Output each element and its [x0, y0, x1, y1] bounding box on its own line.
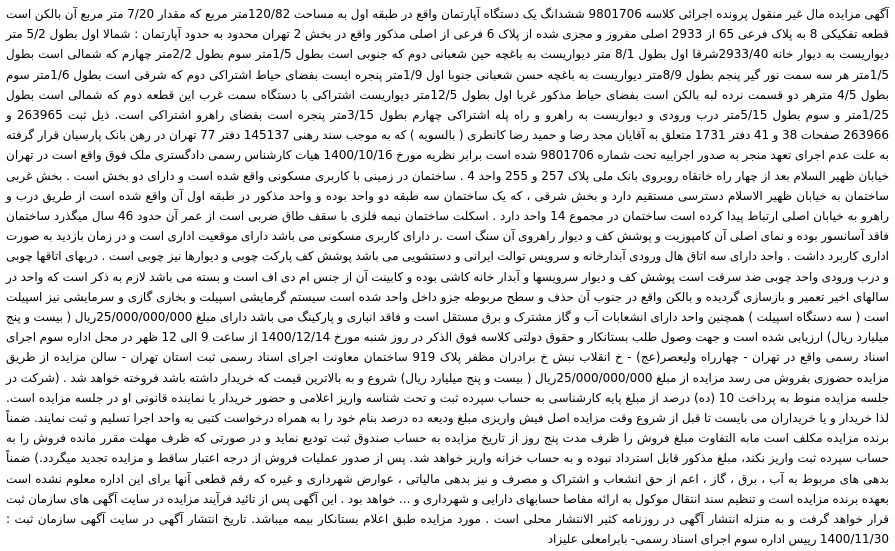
- auction-notice-text: آگهی مزایده مال غیر منقول پرونده اجرائی کلاسه 9801706 ششدانگ یک دستگاه آپارتمان واقع در طبقه اول به مساحت 120/82متر مربع که مقدار 7/20 متر مربع آن بالکن است قطعه تفکیکی 8 به پلاک فرعی 65 از 2933 اصلی مفروز و مجزی شده از پلاک 6 فرعی از اصلی مذکور واقع در بخش 2 تهران محدود به حدود آپارتمان : شمالا اول بطول 5/2 متر دیواریست به دیوار خانه 2933/40شرقا اول بطول 8/1 متر دیواریست به باغچه حین شعبانی دوم که جنوبی است بطول 1/5متر سوم بطول 2/2متر چهارم که شمالی است بطول 1/5متر هر سه سمت نور گیر پنجم بطول 8/9متر دیواریست به باغچه حسن شعبانی جنوبا اول 1/9متر پنجره ایست بفضای حیاط اشتراکی دوم که شرقی است بطول 1/6متر سوم بطول 4/5 مترهر دو قسمت نرده لبه بالکن است بفضای حیاط مذکور غربا اول بطول 12/5متر دیواریست اشتراکی با دستگاه سمت غرب این قطعه دوم که شمالی است بطول 1/25متر و سوم بطول 5/15متر درب ورودی و دیواریست به راهرو و راه پله اشتراکی چهارم بطول 3/15متر پنجره است بفضای راهرو اشتراکی است. ذیل ثبت 263965 و 263966 صفحات 38 و 41 دفتر 1731 متعلق به آقایان مجد رضا و حمید رضا کانطری ( بالسویه ) که به موجب سند رهنی 145137 دفتر 77 تهران در رهن بانک پارسیان قرار گرفته به علت عدم اجرای تعهد منجر به صدور اجراییه تحت شماره 9801706 شده است برابر نظریه مورخ 1400/10/16 هیات کارشناس رسمی دادگستری ملک فوق واقع است در تهران خیابان ظهیر السلام بعد از چهار راه خانقاه روبروی بانک ملی پلاک 257 و 255 واحد 4 . ساختمان در زمینی با کاربری مسکونی واقع شده است و دارای دو بخش است . بخش غربی ساختمان به خیابان ظهیر الاسلام دسترسی مستقیم دارد و بخش شرقی ، که یک ساختمان سه طبقه دو واحد بوده و واحد مذکور در طبقه اول آن واقع شده است از طریق درب و راهرو به خیابان اصلی ارتباط پیدا کرده است ساختمان در مجموع 14 واحد دارد . اسکلت ساختمان نیمه فلزی با سقف طاق ضربی است از عمر آن حدود 46 سال میگذرد ساختمان فاقد آسانسور بوده و نمای اصلی آن کامپوزیت و پوشش کف و دیوار راهروی آن سنگ است .ر دارای کاربری مسکونی می باشد دارای موقعیت اداری است و در زمان بازدید به صورت اداری کاربرد داشت . واحد دارای سه اتاق هال ورودی آبدارخانه و سرویس توالت ایرانی و دستشویی می باشد پوشش کف پارکت چوبی و دیوارها نیز چوبی است . دربهای اتاقها چوبی و درب ورودی واحد چوبی ضد سرقت است پوشش کف و دیوار سرویسها و آبدار خانه کاشی بوده و کابینت آن از جنس ام دی اف است و بسته می باشد لازم به ذکر است که واحد در سالهای اخیر تعمیر و بازسازی گردیده و بالکن واقع در جنوب آن حذف و سطح مربوطه جزو داخل واحد شده است سیستم گرمایشی اسپیلت و بخاری گازی و سرمایشی نیز اسپیلت است ( سه دستگاه اسپیلت ) همچنین واحد دارای انشعابات آب و گاز مشترک و برق مستقل است و فاقد انباری و پارکینگ می باشد دارای مبلغ 25/000/000/000ریال ( بیست و پنج میلیارد ریال) ارزیابی شده است و جهت وصول طلب بستانکار و حقوق دولتی کلاسه فوق الذکر در روز شنبه مورخ 1400/12/14 از ساعت 9 الی 12 ظهر در محل اداره سوم اجرای اسناد رسمی واقع در تهران - چهارراه ولیعصر(عج) - خ انقلاب نبش خ برادران مظفر پلاک 919 ساختمان معاونت اجرای اسناد رسمی ثبت استان تهران - سالن مزایده از طریق مزایده حضوری بفروش می رسد مزایده از مبلغ 25/000/000/000ریال ( بیست و پنج میلیارد ریال) شروع و به بالاترین قیمت که خریدار داشته باشد فروخته خواهد شد . (شرکت در جلسه مزایده منوط به پرداخت 10 (ده) درصد از مبلغ پایه کارشناسی به حساب سپرده ثبت و تحت شناسه واریز اعلامی و حضور خریدار یا نماینده قانونی او در جلسه مزایده است. لذا خریدار و یا خریداران می بایست تا قبل از شروع وقت مزایده اصل فیش واریزی مبلغ ودیعه ده درصد بنام خود را به همراه درخواست کتبی به واحد اجرا تسلیم و ثبت نمایند. ضمناً برنده مزایده مکلف است مابه التفاوت مبلغ فروش را ظرف مدت پنج روز از تاریخ مزایده به حساب صندوق ثبت تودیع نماید و در صورتی که ظرف مهلت مقرر مانده فروش را به حساب سپرده ثبت واریز نکند، مبلغ مذکور قابل استرداد نبوده و به حساب خزانه واریز خواهد شد. پس از صدور عملیات فروش از درجه اعتبار ساقط و مزایده تجدید میگردد.) ضمناً بدهی های مربوط به آب ، برق ، گاز ، اعم از حق انشعاب و اشتراک و مصرف و نیز بدهی مالیاتی ، عوارض شهرداری و غیره که رقم قطعی آنها برای این اداره معلوم نشده است بعهده برنده مزایده است و تنظیم سند انتقال موکول به ارائه مفاصا حسابهای دارایی و شهرداری و ... خواهد بود . این آگهی پس از تائید فرآیند مزایده در سایت آگهی های سازمان ثبت قرار خواهد گرفت و به منزله انتشار آگهی در روزنامه کثیر الانتشار محلی است . مورد مزایده طبق اعلام بستانکار بیمه میباشد. تاریخ انتشار آگهی در سایت آگهی سازمان ثبت : 1400/11/30 رییس اداره سوم اجرای اسناد رسمی- بابرامعلی علیزاد: [6, 7, 890, 547]
